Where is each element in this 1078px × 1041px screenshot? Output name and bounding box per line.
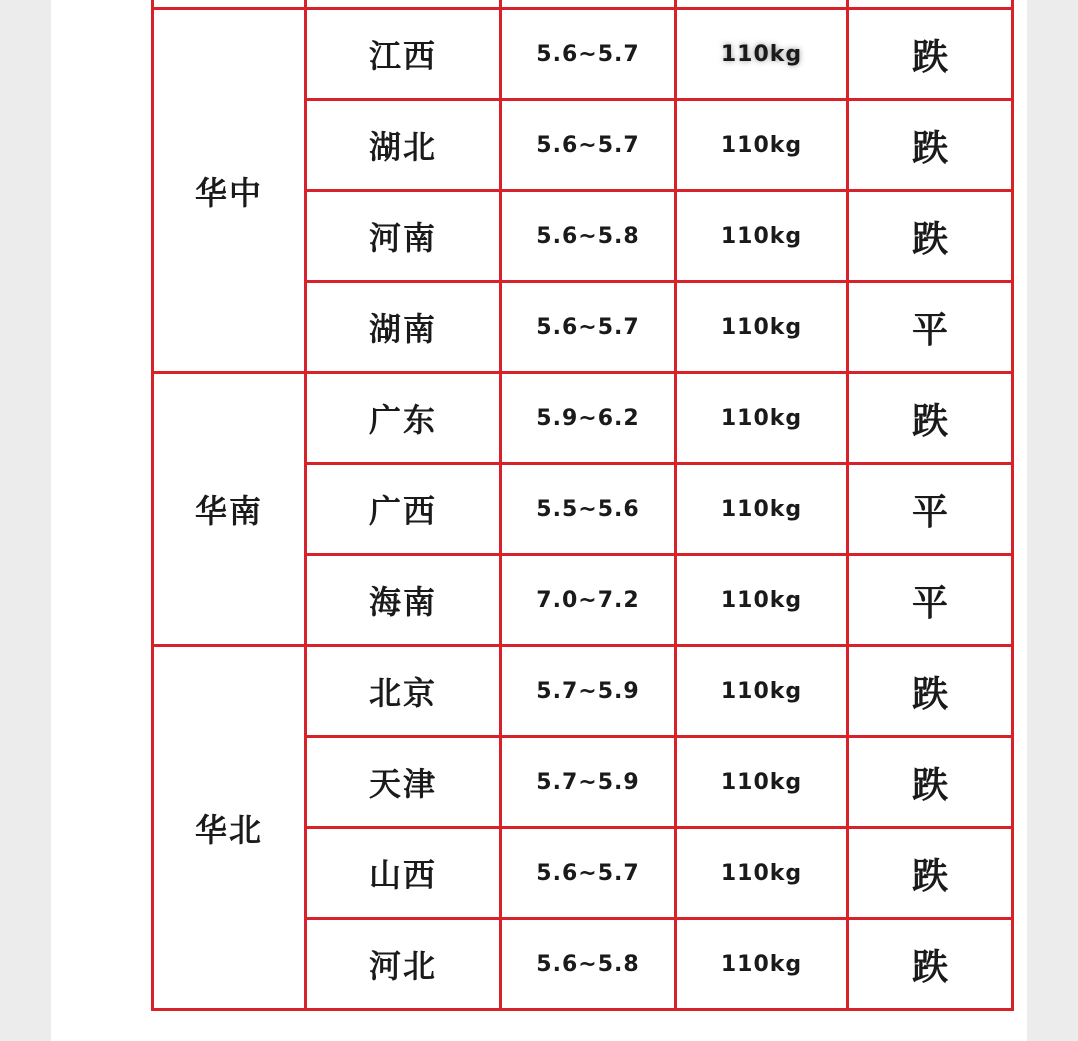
province-cell: 河南: [306, 191, 501, 282]
weight-cell-obscured: 110kg: [676, 9, 848, 100]
province-cell: 广西: [306, 464, 501, 555]
weight-cell: 110kg: [676, 100, 848, 191]
price-cell: 5.6~5.7: [501, 828, 676, 919]
document-page: [51, 0, 1027, 1041]
trend-cell: 跌: [848, 646, 1013, 737]
weight-cell: 110kg: [676, 919, 848, 1010]
weight-cell: 110kg: [676, 191, 848, 282]
price-cell: 5.7~5.9: [501, 646, 676, 737]
trend-cell: 平: [848, 464, 1013, 555]
trend-cell: 跌: [848, 919, 1013, 1010]
trend-cell: 跌: [848, 737, 1013, 828]
region-cell: 华中: [153, 9, 306, 373]
price-cell: 5.6~5.7: [501, 9, 676, 100]
weight-cell: 110kg: [676, 737, 848, 828]
price-cell: 7.0~7.2: [501, 555, 676, 646]
region-cell: 华北: [153, 646, 306, 1010]
weight-cell: 110kg: [676, 464, 848, 555]
price-cell: 5.6~5.8: [501, 919, 676, 1010]
trend-cell: 跌: [848, 9, 1013, 100]
trend-cell: 平: [848, 555, 1013, 646]
weight-cell: 110kg: [676, 646, 848, 737]
price-cell: 5.9~6.2: [501, 373, 676, 464]
price-cell: 5.6~5.7: [501, 282, 676, 373]
pig-price-table: [151, 0, 1014, 1011]
province-cell: 湖北: [306, 100, 501, 191]
trend-cell: 跌: [848, 191, 1013, 282]
weight-cell: 110kg: [676, 282, 848, 373]
province-cell: 河北: [306, 919, 501, 1010]
weight-cell: 110kg: [676, 828, 848, 919]
price-cell: 5.6~5.7: [501, 100, 676, 191]
province-cell: 海南: [306, 555, 501, 646]
table-row: [153, 9, 1013, 100]
province-cell: 湖南: [306, 282, 501, 373]
province-cell: 广东: [306, 373, 501, 464]
province-cell: 天津: [306, 737, 501, 828]
table-row: [153, 646, 1013, 737]
trend-cell: 跌: [848, 373, 1013, 464]
price-cell: 5.5~5.6: [501, 464, 676, 555]
province-cell: 江西: [306, 9, 501, 100]
province-cell: 山西: [306, 828, 501, 919]
weight-cell: 110kg: [676, 555, 848, 646]
trend-cell: 跌: [848, 100, 1013, 191]
table-row-partial: [153, 0, 1013, 9]
province-cell: 北京: [306, 646, 501, 737]
trend-cell: 跌: [848, 828, 1013, 919]
price-cell: 5.7~5.9: [501, 737, 676, 828]
price-cell: 5.6~5.8: [501, 191, 676, 282]
table-row: [153, 373, 1013, 464]
region-cell: 华南: [153, 373, 306, 646]
weight-cell: 110kg: [676, 373, 848, 464]
trend-cell: 平: [848, 282, 1013, 373]
